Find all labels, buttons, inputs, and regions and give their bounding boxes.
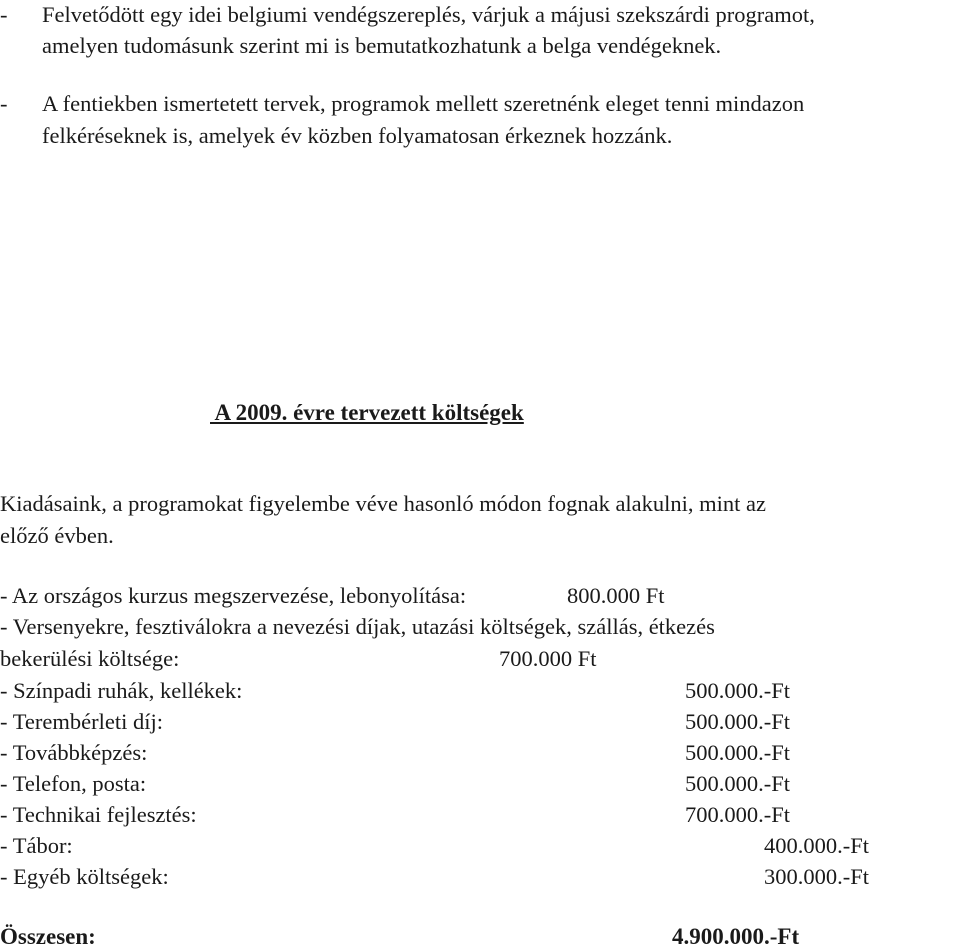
- bullet-dash: -: [0, 2, 8, 27]
- cost-label: bekerülési költsége:: [0, 646, 180, 671]
- intro-line-2: előző évben.: [0, 523, 114, 548]
- bullet-dash: -: [0, 91, 8, 116]
- total-label: Összesen:: [0, 924, 96, 949]
- cost-label: - Színpadi ruhák, kellékek:: [0, 678, 243, 703]
- bullet-text-line: Felvetődött egy idei belgiumi vendégszereplés, várjuk a májusi szekszárdi programot,: [42, 2, 815, 27]
- bullet-text-line: A fentiekben ismertetett tervek, programok mellett szeretnénk eleget tenni mindazon: [42, 91, 805, 116]
- intro-line-1: Kiadásaink, a programokat figyelembe véve hasonló módon fognak alakulni, mint az: [0, 491, 767, 516]
- cost-item-telefon: [0, 769, 146, 799]
- cost-item-ruhak: [0, 676, 242, 706]
- cost-amount: 700.000 Ft: [499, 646, 597, 671]
- cost-label: - Terembérleti díj:: [0, 709, 163, 734]
- cost-amount: 500.000.-Ft: [685, 740, 791, 765]
- cost-item-tovabbkepzes: [0, 738, 147, 768]
- cost-amount: 500.000.-Ft: [685, 709, 791, 734]
- section-heading: A 2009. évre tervezett költségek: [210, 400, 524, 425]
- bullet-text-line: felkéréseknek is, amelyek év közben folyamatosan érkeznek hozzánk.: [42, 123, 673, 148]
- cost-amount: 500.000.-Ft: [685, 678, 791, 703]
- cost-label: - Egyéb költségek:: [0, 864, 169, 889]
- cost-item-versenyek: [0, 612, 715, 642]
- cost-item-terembérlet: [0, 707, 163, 737]
- cost-label: - Az országos kurzus megszervezése, lebonyolítása:: [0, 583, 467, 608]
- cost-item-versenyek-cont: [0, 644, 179, 674]
- total-amount: 4.900.000.-Ft: [672, 924, 800, 949]
- cost-item-kurzus: [0, 581, 466, 611]
- cost-label: - Technikai fejlesztés:: [0, 802, 197, 827]
- cost-amount: 800.000 Ft: [567, 583, 665, 608]
- cost-label: - Tábor:: [0, 833, 73, 858]
- bullet-text-line: amelyen tudomásunk szerint mi is bemutatkozhatunk a belga vendégeknek.: [42, 33, 722, 58]
- cost-amount: 300.000.-Ft: [764, 864, 870, 889]
- cost-amount: 500.000.-Ft: [685, 771, 791, 796]
- cost-item-technikai: [0, 800, 197, 830]
- cost-label: - Versenyekre, fesztiválokra a nevezési díjak, utazási költségek, szállás, étkezés: [0, 614, 715, 639]
- cost-amount: 400.000.-Ft: [764, 833, 870, 858]
- cost-label: - Telefon, posta:: [0, 771, 147, 796]
- cost-label: - Továbbképzés:: [0, 740, 148, 765]
- cost-item-egyeb: [0, 862, 169, 892]
- cost-amount: 700.000.-Ft: [685, 802, 791, 827]
- cost-item-tabor: [0, 831, 73, 861]
